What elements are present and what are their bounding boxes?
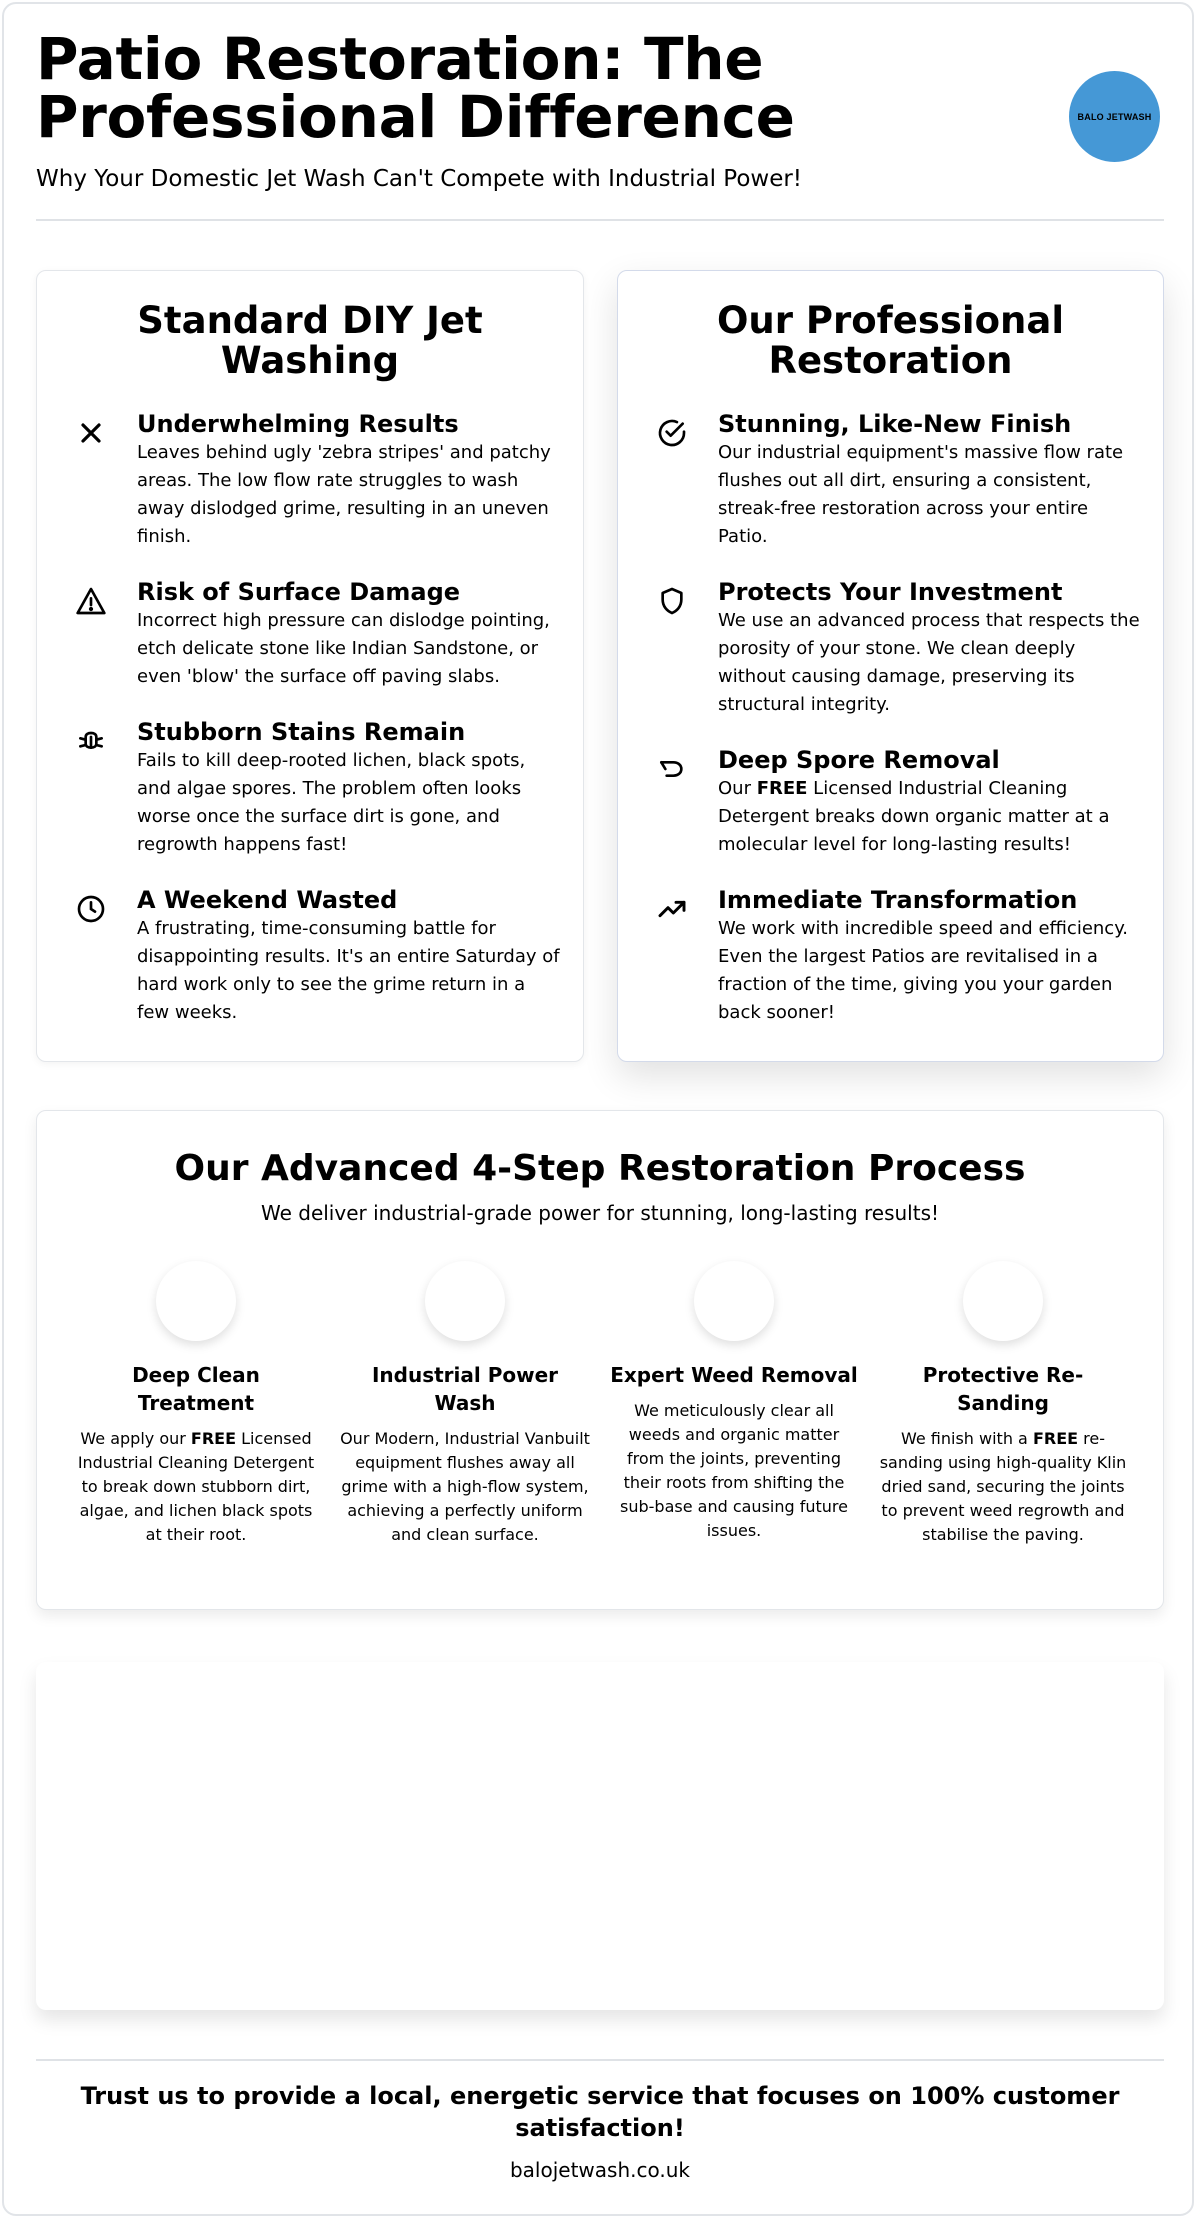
diy-item-text: A frustrating, time-consuming battle for disappointing results. It's an entire Saturday of hard work only to see the grime return in a few weeks. [137, 918, 560, 1023]
brand-logo: BALO JETWASH [1069, 71, 1160, 162]
pro-comparison-card [617, 270, 1164, 1062]
blank-content-panel [36, 1662, 1164, 2010]
step-icon-circle [425, 1261, 505, 1341]
pro-item-text: We use an advanced process that respects the porosity of your stone. We clean deeply without causing damage, preserving its structural integrity. [718, 610, 1140, 715]
step-icon-circle [694, 1261, 774, 1341]
step-text: We apply our FREE Licensed Industrial Cleaning Detergent to break down stubborn dirt, algae, and lichen black spots at their root. [77, 1429, 315, 1544]
pro-item-heading: Protects Your Investment [718, 578, 1063, 606]
process-step [878, 1261, 1128, 1547]
step-icon-circle [156, 1261, 236, 1341]
pro-item-text: We work with incredible speed and efficiency. Even the largest Patios are revitalised in a fraction of the time, giving you your garden back sooner! [718, 918, 1129, 1023]
diy-item-text: Fails to kill deep-rooted lichen, black spots, and algae spores. The problem often looks worse once the surface dirt is gone, and regrowth happens fast! [137, 750, 526, 855]
diy-card-title: Standard DIY Jet Washing [137, 299, 483, 382]
diy-item-heading: Stubborn Stains Remain [137, 718, 466, 746]
header-divider [36, 219, 1164, 221]
step-text: Our Modern, Industrial Vanbuilt equipment flushes away all grime with a high-flow system, achieving a perfectly uniform and clean surface. [340, 1429, 590, 1544]
step-text: We finish with a FREE re-sanding using high-quality Klin dried sand, securing the joints to prevent weed regrowth and stabilise the paving. [879, 1429, 1127, 1544]
diy-item-text: Leaves behind ugly 'zebra stripes' and patchy areas. The low flow rate struggles to wash away dislodged grime, resulting in an uneven finish. [137, 442, 551, 547]
step-text: We meticulously clear all weeds and organic matter from the joints, preventing their roots from shifting the sub-base and causing future issues. [620, 1401, 848, 1540]
step-title: Protective Re-Sanding [922, 1363, 1084, 1415]
process-card [36, 1110, 1164, 1610]
page-title: Patio Restoration: The Professional Difference [36, 25, 795, 151]
pro-item-heading: Immediate Transformation [718, 886, 1078, 914]
pro-item-text: Our FREE Licensed Industrial Cleaning Detergent breaks down organic matter at a molecular level for long-lasting results! [718, 778, 1110, 855]
bug-icon [75, 725, 107, 757]
footer-divider [36, 2059, 1164, 2061]
step-title: Expert Weed Removal [610, 1363, 858, 1387]
pro-item-text: Our industrial equipment's massive flow rate flushes out all dirt, ensuring a consistent, streak-free restoration across your entire Patio. [718, 442, 1124, 547]
spray-icon [656, 753, 688, 785]
process-step [609, 1261, 859, 1543]
diy-item-heading: Risk of Surface Damage [137, 578, 461, 606]
footer-message: Trust us to provide a local, energetic service that focuses on 100% customer satisfaction! [80, 2082, 1120, 2142]
clock-icon [75, 893, 107, 925]
pro-item-heading: Deep Spore Removal [718, 746, 1000, 774]
step-icon-circle [963, 1261, 1043, 1341]
check-circle-icon [656, 417, 688, 449]
process-step [340, 1261, 590, 1547]
diy-comparison-card [36, 270, 584, 1062]
x-icon [75, 417, 107, 449]
page-subtitle: Why Your Domestic Jet Wash Can't Compete with Industrial Power! [36, 166, 803, 192]
diy-item-text: Incorrect high pressure can dislodge pointing, etch delicate stone like Indian Sandstone, or even 'blow' the surface off paving slabs. [137, 610, 550, 687]
pro-card-title: Our Professional Restoration [716, 299, 1065, 382]
diy-item-heading: Underwhelming Results [137, 410, 459, 438]
diy-item-heading: A Weekend Wasted [137, 886, 398, 914]
warning-icon [75, 585, 107, 617]
trending-up-icon [656, 893, 688, 925]
footer-website: balojetwash.co.uk [509, 2158, 690, 2182]
step-title: Industrial Power Wash [371, 1363, 559, 1415]
step-title: Deep Clean Treatment [132, 1363, 260, 1415]
process-step [71, 1261, 321, 1547]
process-title: Our Advanced 4-Step Restoration Process [174, 1148, 1026, 1189]
pro-item-heading: Stunning, Like-New Finish [718, 410, 1072, 438]
process-subtitle: We deliver industrial-grade power for stunning, long-lasting results! [260, 1201, 940, 1225]
shield-icon [656, 585, 688, 617]
